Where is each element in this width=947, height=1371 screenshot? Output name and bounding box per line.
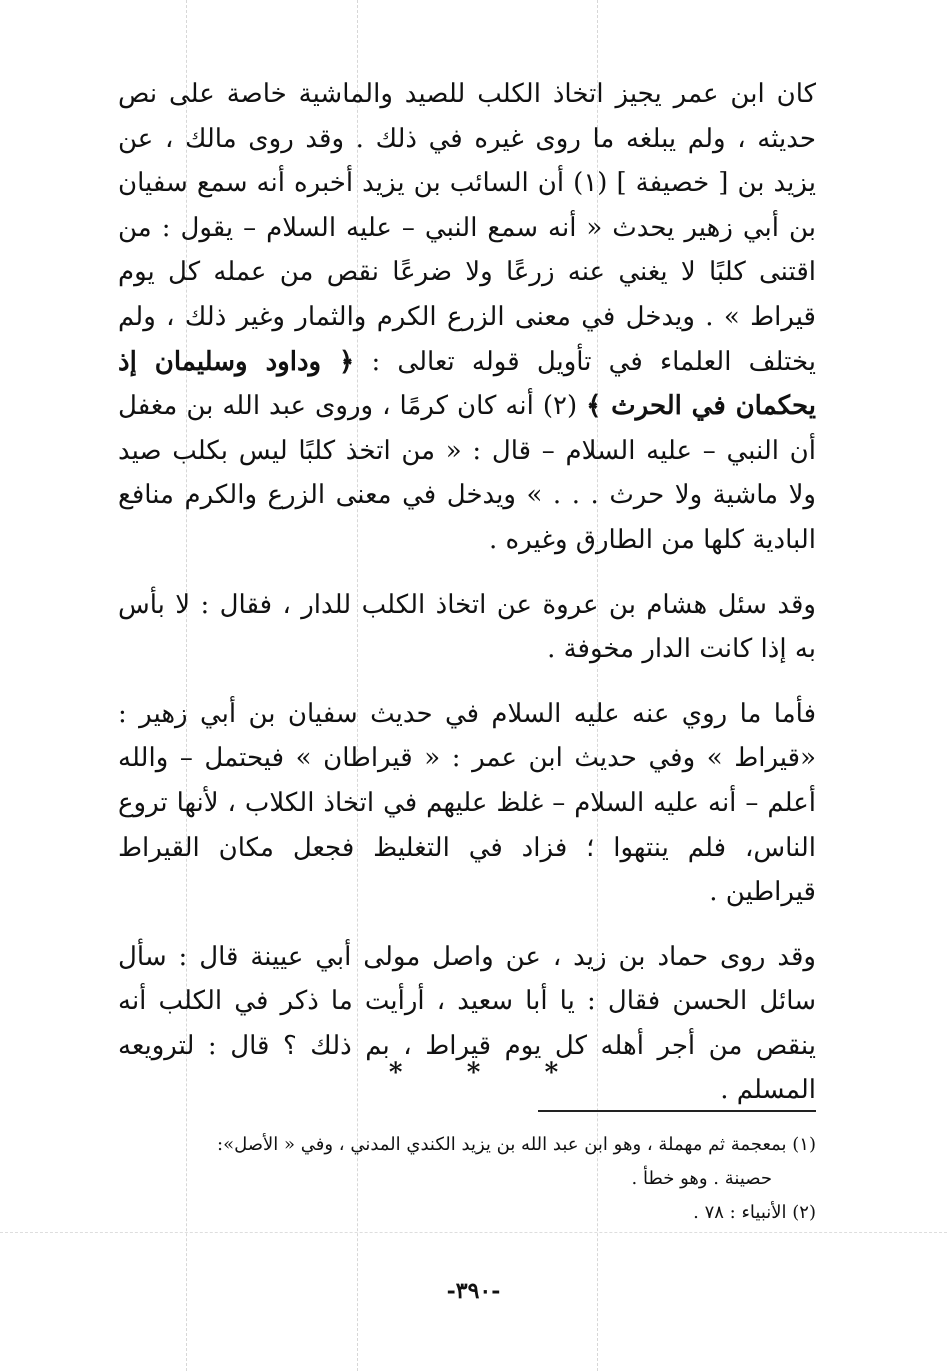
separator-star: *: [388, 1058, 403, 1088]
separator-star: *: [466, 1058, 481, 1088]
paragraph-3: فأما ما روي عنه عليه السلام في حديث سفيان بن أبي زهير : «قيراط » وفي حديث ابن عمر : « قيراطان » فيحتمل – والله أعلم – أنه عليه السلام – غلظ عليهم في اتخاذ الكلاب ، لأنها تروع الناس، فلم ينتهوا ؛ فزاد في التغليظ فجعل مكان القيراط قيراطين .: [118, 698, 816, 908]
main-text: [118, 72, 816, 1133]
section-separator: [0, 1058, 947, 1088]
paragraph-1-rest: (٢) أنه كان كرمًا ، وروى عبد الله بن مغفل أن النبي – عليه السلام – قال : « من اتخذ كلبًا ليس بكلب صيد ولا ماشية ولا حرث . . . » ويدخل في معنى الزرع والكرم منافع البادية كلها من الطارق وغيره .: [118, 391, 816, 555]
separator-star: *: [544, 1058, 559, 1088]
paragraph-1: [118, 72, 816, 563]
footnote-divider: [538, 1110, 816, 1112]
paragraph-1-text: كان ابن عمر يجيز اتخاذ الكلب للصيد والماشية خاصة على نص حديثه ، ولم يبلغه ما روى غيره في ذلك . وقد روى مالك ، عن يزيد بن [ خصيفة ] (١) أن السائب بن يزيد أخبره أنه سمع سفيان بن أبي زهير يحدث « أنه سمع النبي – عليه السلام – يقول : من اقتنى كلبًا لا يغني عنه زرعًا ولا ضرعًا نقص من عمله كل يوم قيراط » . ويدخل في معنى الزرع الكرم والثمار وغير ذلك ، ولم يختلف العلماء في تأويل قوله تعالى :: [118, 79, 816, 377]
footnote-1-continuation: حصينة . وهو خطأ .: [631, 1168, 772, 1189]
paragraph-2: وقد سئل هشام بن عروة عن اتخاذ الكلب للدار ، فقال : لا بأس به إذا كانت الدار مخوفة .: [118, 589, 816, 665]
scan-guide-line: [0, 1232, 947, 1233]
page-number: -٣٩٠-: [446, 1278, 501, 1304]
footnotes: [118, 1128, 816, 1230]
footnote-2: (٢) الأنبياء : ٧٨ .: [693, 1202, 816, 1223]
quran-verse: ﴿ وداود وسليمان إذ يحكمان في الحرث ﴾: [118, 346, 816, 422]
footnote-1: (١) بمعجمة ثم مهملة ، وهو ابن عبد الله بن يزيد الكندي المدني ، وفي « الأصل»:: [217, 1134, 816, 1155]
paragraph-4: وقد روى حماد بن زيد ، عن واصل مولى أبي عيينة قال : سأل سائل الحسن فقال : يا أبا سعيد ، أرأيت ما ذكر في الكلب أنه ينقص من أجر أهله كل يوم قيراط ، بم ذلك ؟ قال : لترويعه المسلم .: [118, 941, 816, 1106]
